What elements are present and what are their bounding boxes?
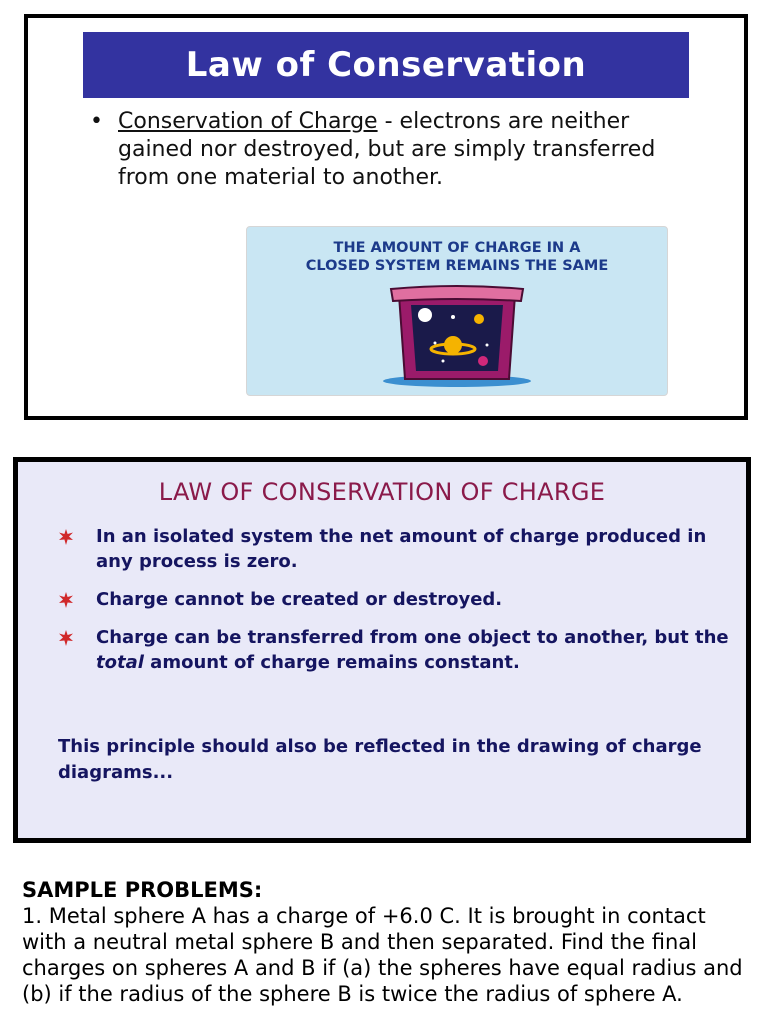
closed-universe-box-icon [377,285,537,389]
bullet-text: Charge cannot be created or destroyed. [96,589,503,610]
slide-law-of-conservation [24,14,748,420]
cartoon-caption-line2: CLOSED SYSTEM REMAINS THE SAME [305,258,609,274]
list-item [56,524,736,574]
sample-problem-1: 1. Metal sphere A has a charge of +6.0 C. It is brought in contact with a neutral metal sphere B and then separated. Find the final charges on spheres A and B if (a) the spheres have equal radius and (b) if the radius of the sphere B is twice the radius of sphere A. [22,904,743,1006]
conservation-of-charge-bullet [90,108,674,192]
bullet-emphasis: total [96,652,144,673]
red-star-bullet-icon [58,630,74,646]
bullet-text [94,108,674,192]
list-item [56,625,736,675]
principle-note: This principle should also be reflected in the drawing of charge diagrams... [58,736,702,783]
red-star-bullet-icon [58,592,74,608]
bullet-marker: • [90,109,103,134]
bullet-text-after: amount of charge remains constant. [143,652,520,673]
slide1-title: Law of Conservation [83,32,689,98]
bullet-text: Charge can be transferred from one object to another, but the [96,627,729,648]
sample-problems [22,877,752,1007]
bullet-text: In an isolated system the net amount of charge produced in any process is zero. [96,526,707,572]
bullet-term: Conservation of Charge [118,109,378,134]
bullet-definition: electrons are neither gained nor destroyed, but are simply transferred from one material to another. [118,109,656,190]
red-star-bullet-icon [58,529,74,545]
cartoon-caption [247,239,667,275]
slide-law-of-conservation-of-charge [13,457,751,843]
closed-system-cartoon [246,226,668,396]
cartoon-caption-line1: THE AMOUNT OF CHARGE IN A [333,240,581,256]
list-item [56,587,736,612]
sample-problems-heading: SAMPLE PROBLEMS: [22,878,263,902]
slide2-bullet-list [56,524,736,688]
bullet-separator: - [377,109,400,134]
slide2-title: LAW OF CONSERVATION OF CHARGE [158,478,606,506]
